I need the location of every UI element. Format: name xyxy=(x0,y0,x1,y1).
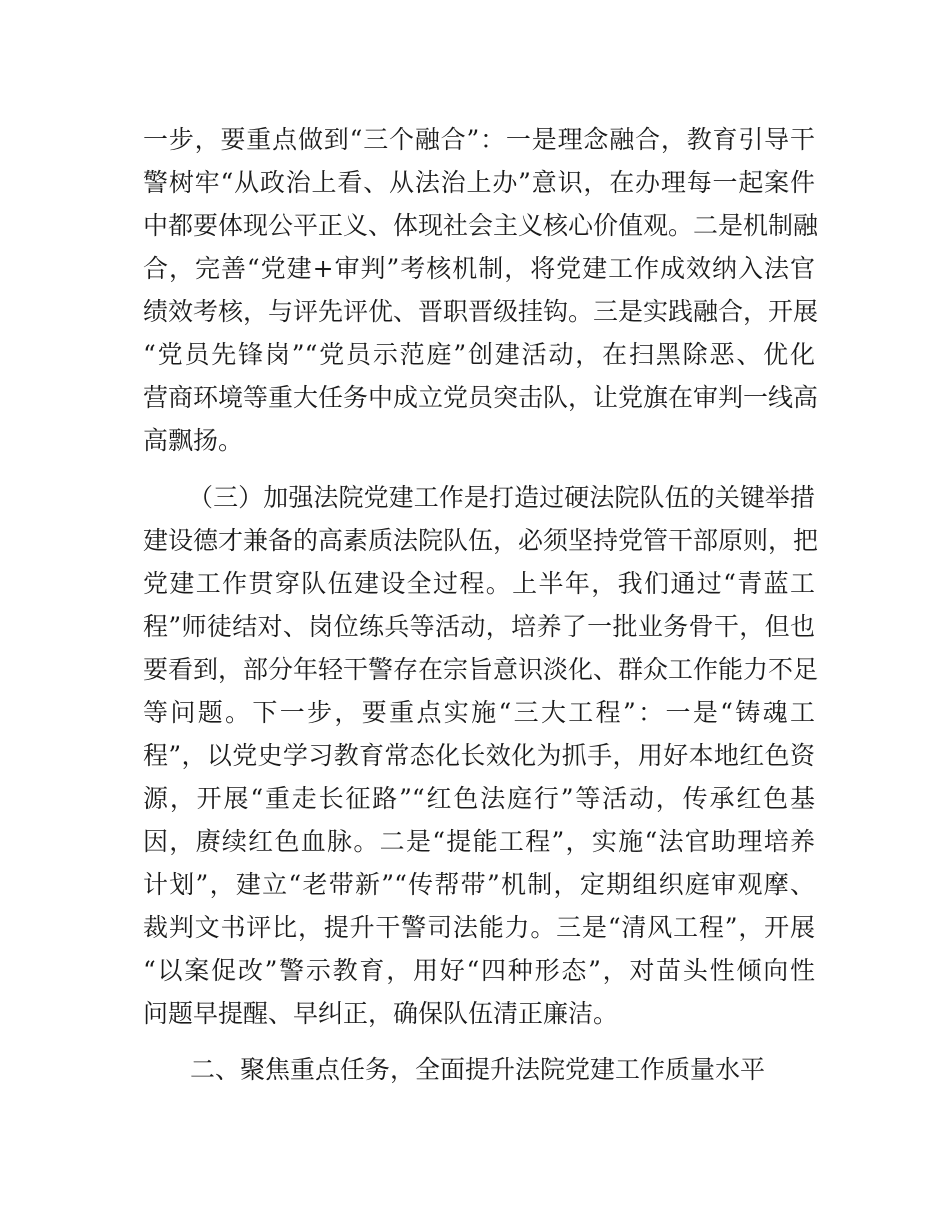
paragraph-2-line-6: 等问题。下一步，要重点实施“三大工程”：一是“铸魂工 xyxy=(143,698,815,727)
paragraph-1-line-5: 绩效考核，与评先评优、晋职晋级挂钩。三是实践融合，开展 xyxy=(143,297,819,326)
paragraph-2-line-13: 问题早提醒、早纠正，确保队伍清正廉洁。 xyxy=(143,999,619,1028)
paragraph-2-line-3: 党建工作贯穿队伍建设全过程。上半年，我们通过“青蓝工 xyxy=(143,569,815,598)
paragraph-2-line-1: （三）加强法院党建工作是打造过硬法院队伍的关键举措 xyxy=(188,483,815,512)
paragraph-1-line-7: 营商环境等重大任务中成立党员突击队，让党旗在审判一线高 xyxy=(143,383,819,412)
paragraph-1-line-2: 警树牢“从政治上看、从法治上办”意识，在办理每一起案件 xyxy=(143,168,815,197)
paragraph-1-line-8: 高飘扬。 xyxy=(143,426,244,455)
paragraph-2-line-11: 裁判文书评比，提升干警司法能力。三是“清风工程”，开展 xyxy=(143,913,815,942)
paragraph-1-line-4: 合，完善“党建+审判”考核机制，将党建工作成效纳入法官 xyxy=(143,254,815,283)
paragraph-2-line-10: 计划”，建立“老带新”“传帮带”机制，定期组织庭审观摩、 xyxy=(143,870,815,899)
paragraph-2-line-5: 要看到，部分年轻干警存在宗旨意识淡化、群众工作能力不足 xyxy=(143,655,819,684)
paragraph-2-line-9: 因，赓续红色血脉。二是“提能工程”，实施“法官助理培养 xyxy=(143,827,815,856)
paragraph-1-line-6: “党员先锋岗”“党员示范庭”创建活动，在扫黑除恶、优化 xyxy=(143,340,815,369)
paragraph-2-line-8: 源，开展“重走长征路”“红色法庭行”等活动，传承红色基 xyxy=(143,784,815,813)
paragraph-2-line-4: 程”师徒结对、岗位练兵等活动，培养了一批业务骨干，但也 xyxy=(143,612,815,641)
paragraph-1-line-3: 中都要体现公平正义、体现社会主义核心价值观。二是机制融 xyxy=(143,211,819,240)
paragraph-2-line-2: 建设德才兼备的高素质法院队伍，必须坚持党管干部原则，把 xyxy=(143,526,819,555)
paragraph-1-line-1: 一步，要重点做到“三个融合”：一是理念融合，教育引导干 xyxy=(143,125,815,154)
paragraph-2-line-12: “以案促改”警示教育，用好“四种形态”，对苗头性倾向性 xyxy=(143,956,815,985)
section-heading: 二、聚焦重点任务，全面提升法院党建工作质量水平 xyxy=(190,1055,766,1084)
paragraph-2-line-7: 程”，以党史学习教育常态化长效化为抓手，用好本地红色资 xyxy=(143,741,815,770)
